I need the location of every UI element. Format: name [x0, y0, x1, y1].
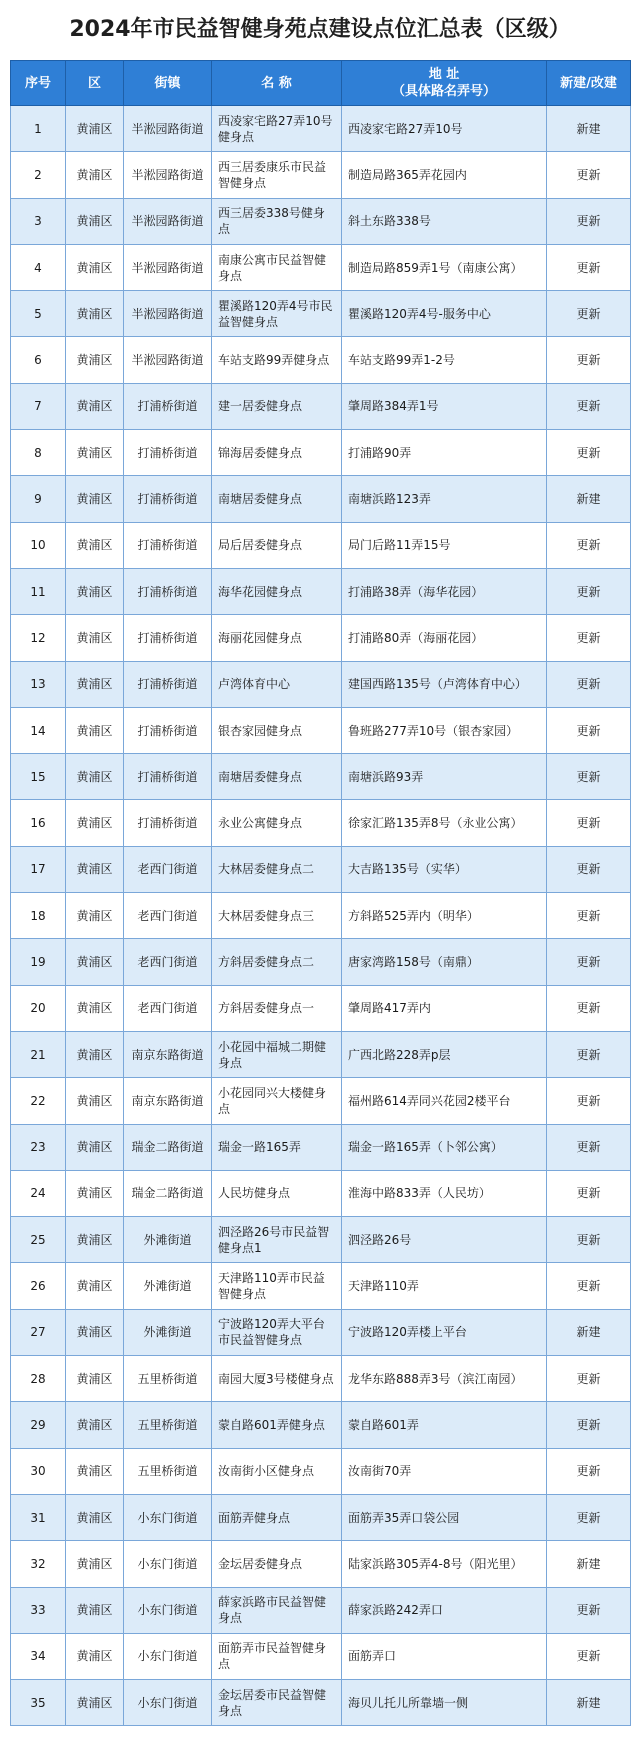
cell-index: 5: [11, 291, 66, 337]
table-row: [11, 1031, 631, 1077]
cell-index: 7: [11, 383, 66, 429]
cell-address: 瑞金一路165弄（卜邻公寓）: [342, 1124, 547, 1170]
cell-address: 建国西路135号（卢湾体育中心）: [342, 661, 547, 707]
cell-district: 黄浦区: [66, 893, 124, 939]
cell-name: 大林居委健身点三: [212, 893, 342, 939]
cell-index: 11: [11, 568, 66, 614]
cell-address: 西凌家宅路27弄10号: [342, 106, 547, 152]
cell-street: 小东门街道: [124, 1541, 212, 1587]
cell-street: 小东门街道: [124, 1680, 212, 1726]
cell-street: 打浦桥街道: [124, 476, 212, 522]
cell-district: 黄浦区: [66, 661, 124, 707]
cell-street: 老西门街道: [124, 846, 212, 892]
cell-name: 人民坊健身点: [212, 1170, 342, 1216]
cell-index: 35: [11, 1680, 66, 1726]
cell-type: 更新: [547, 1494, 631, 1540]
cell-type: 更新: [547, 198, 631, 244]
table-header: [11, 61, 631, 106]
cell-name: 车站支路99弄健身点: [212, 337, 342, 383]
cell-index: 12: [11, 615, 66, 661]
cell-district: 黄浦区: [66, 1448, 124, 1494]
table-row: [11, 291, 631, 337]
cell-index: 10: [11, 522, 66, 568]
cell-district: 黄浦区: [66, 1633, 124, 1679]
cell-district: 黄浦区: [66, 1587, 124, 1633]
cell-index: 26: [11, 1263, 66, 1309]
cell-street: 老西门街道: [124, 893, 212, 939]
cell-district: 黄浦区: [66, 985, 124, 1031]
cell-name: 南塘居委健身点: [212, 754, 342, 800]
cell-name: 西三居委康乐市民益智健身点: [212, 152, 342, 198]
cell-address: 宁波路120弄楼上平台: [342, 1309, 547, 1355]
cell-index: 2: [11, 152, 66, 198]
cell-district: 黄浦区: [66, 430, 124, 476]
cell-address: 打浦路90弄: [342, 430, 547, 476]
table-row: [11, 568, 631, 614]
table-row: [11, 1356, 631, 1402]
table-row: [11, 383, 631, 429]
table-row: [11, 430, 631, 476]
cell-address: 广西北路228弄p层: [342, 1031, 547, 1077]
cell-index: 33: [11, 1587, 66, 1633]
table-row: [11, 1170, 631, 1216]
cell-index: 14: [11, 707, 66, 753]
cell-district: 黄浦区: [66, 522, 124, 568]
cell-type: 更新: [547, 1587, 631, 1633]
cell-type: 更新: [547, 1078, 631, 1124]
cell-district: 黄浦区: [66, 1680, 124, 1726]
cell-address: 大吉路135号（实华）: [342, 846, 547, 892]
table-row: [11, 1402, 631, 1448]
cell-index: 21: [11, 1031, 66, 1077]
cell-name: 永业公寓健身点: [212, 800, 342, 846]
cell-street: 五里桥街道: [124, 1402, 212, 1448]
cell-name: 锦海居委健身点: [212, 430, 342, 476]
cell-address: 南塘浜路93弄: [342, 754, 547, 800]
table-row: [11, 939, 631, 985]
cell-street: 打浦桥街道: [124, 430, 212, 476]
cell-index: 34: [11, 1633, 66, 1679]
cell-type: 更新: [547, 615, 631, 661]
cell-type: 新建: [547, 1541, 631, 1587]
cell-name: 小花园中福城二期健身点: [212, 1031, 342, 1077]
table-row: [11, 707, 631, 753]
cell-district: 黄浦区: [66, 1494, 124, 1540]
cell-address: 唐家湾路158号（南鼎）: [342, 939, 547, 985]
cell-address: 海贝儿托儿所靠墙一侧: [342, 1680, 547, 1726]
cell-name: 面筋弄市民益智健身点: [212, 1633, 342, 1679]
cell-address: 方斜路525弄内（明华）: [342, 893, 547, 939]
cell-name: 银杏家园健身点: [212, 707, 342, 753]
cell-address: 陆家浜路305弄4-8号（阳光里）: [342, 1541, 547, 1587]
header-address-line2: （具体路名弄号）: [391, 84, 496, 99]
cell-street: 打浦桥街道: [124, 615, 212, 661]
cell-district: 黄浦区: [66, 1124, 124, 1170]
table-row: [11, 1309, 631, 1355]
table-row: [11, 1541, 631, 1587]
cell-index: 1: [11, 106, 66, 152]
cell-district: 黄浦区: [66, 939, 124, 985]
cell-street: 半淞园路街道: [124, 198, 212, 244]
cell-type: 更新: [547, 337, 631, 383]
cell-street: 打浦桥街道: [124, 568, 212, 614]
cell-type: 更新: [547, 568, 631, 614]
cell-index: 18: [11, 893, 66, 939]
cell-name: 卢湾体育中心: [212, 661, 342, 707]
cell-address: 南塘浜路123弄: [342, 476, 547, 522]
cell-type: 更新: [547, 661, 631, 707]
cell-type: 更新: [547, 985, 631, 1031]
cell-index: 4: [11, 244, 66, 290]
cell-street: 瑞金二路街道: [124, 1170, 212, 1216]
cell-district: 黄浦区: [66, 1263, 124, 1309]
cell-address: 肇周路384弄1号: [342, 383, 547, 429]
cell-address: 肇周路417弄内: [342, 985, 547, 1031]
cell-type: 更新: [547, 430, 631, 476]
cell-street: 外滩街道: [124, 1263, 212, 1309]
cell-name: 西三居委338号健身点: [212, 198, 342, 244]
cell-index: 27: [11, 1309, 66, 1355]
table-row: [11, 1587, 631, 1633]
cell-address: 打浦路38弄（海华花园）: [342, 568, 547, 614]
cell-type: 更新: [547, 383, 631, 429]
cell-index: 3: [11, 198, 66, 244]
table-row: [11, 754, 631, 800]
cell-district: 黄浦区: [66, 707, 124, 753]
cell-type: 更新: [547, 244, 631, 290]
cell-street: 打浦桥街道: [124, 661, 212, 707]
cell-address: 龙华东路888弄3号（滨江南园）: [342, 1356, 547, 1402]
cell-district: 黄浦区: [66, 1031, 124, 1077]
cell-street: 外滩街道: [124, 1309, 212, 1355]
cell-name: 薛家浜路市民益智健身点: [212, 1587, 342, 1633]
cell-name: 海华花园健身点: [212, 568, 342, 614]
cell-address: 薛家浜路242弄口: [342, 1587, 547, 1633]
table-row: [11, 337, 631, 383]
table-row: [11, 198, 631, 244]
table-row: [11, 1633, 631, 1679]
cell-name: 西凌家宅路27弄10号健身点: [212, 106, 342, 152]
cell-index: 25: [11, 1217, 66, 1263]
cell-street: 老西门街道: [124, 985, 212, 1031]
cell-index: 8: [11, 430, 66, 476]
table-row: [11, 1217, 631, 1263]
cell-type: 新建: [547, 476, 631, 522]
cell-district: 黄浦区: [66, 1541, 124, 1587]
cell-address: 徐家汇路135弄8号（永业公寓）: [342, 800, 547, 846]
header-street: 街镇: [124, 61, 212, 106]
cell-type: 新建: [547, 1309, 631, 1355]
header-name: 名 称: [212, 61, 342, 106]
table-row: [11, 476, 631, 522]
cell-type: 更新: [547, 1356, 631, 1402]
table-wrapper: [0, 60, 640, 1726]
cell-index: 16: [11, 800, 66, 846]
cell-name: 方斜居委健身点二: [212, 939, 342, 985]
cell-address: 面筋弄35弄口袋公园: [342, 1494, 547, 1540]
cell-district: 黄浦区: [66, 291, 124, 337]
cell-index: 29: [11, 1402, 66, 1448]
cell-district: 黄浦区: [66, 198, 124, 244]
cell-name: 面筋弄健身点: [212, 1494, 342, 1540]
header-address-line1: 地 址: [428, 67, 460, 82]
table-row: [11, 244, 631, 290]
cell-district: 黄浦区: [66, 337, 124, 383]
cell-index: 22: [11, 1078, 66, 1124]
cell-index: 6: [11, 337, 66, 383]
table-row: [11, 615, 631, 661]
table-row: [11, 1124, 631, 1170]
cell-address: 斜土东路338号: [342, 198, 547, 244]
table-row: [11, 800, 631, 846]
cell-address: 瞿溪路120弄4号-服务中心: [342, 291, 547, 337]
cell-address: 淮海中路833弄（人民坊）: [342, 1170, 547, 1216]
cell-street: 半淞园路街道: [124, 337, 212, 383]
cell-district: 黄浦区: [66, 476, 124, 522]
header-type: 新建/改建: [547, 61, 631, 106]
cell-index: 19: [11, 939, 66, 985]
cell-street: 瑞金二路街道: [124, 1124, 212, 1170]
cell-index: 15: [11, 754, 66, 800]
cell-address: 福州路614弄同兴花园2楼平台: [342, 1078, 547, 1124]
cell-type: 更新: [547, 893, 631, 939]
summary-table: [10, 60, 631, 1726]
cell-name: 天津路110弄市民益智健身点: [212, 1263, 342, 1309]
cell-street: 外滩街道: [124, 1217, 212, 1263]
cell-name: 大林居委健身点二: [212, 846, 342, 892]
cell-street: 五里桥街道: [124, 1448, 212, 1494]
table-row: [11, 1494, 631, 1540]
table-row: [11, 152, 631, 198]
cell-type: 更新: [547, 291, 631, 337]
cell-name: 建一居委健身点: [212, 383, 342, 429]
cell-district: 黄浦区: [66, 1078, 124, 1124]
cell-district: 黄浦区: [66, 383, 124, 429]
cell-type: 更新: [547, 1448, 631, 1494]
cell-name: 泗泾路26号市民益智健身点1: [212, 1217, 342, 1263]
cell-district: 黄浦区: [66, 1356, 124, 1402]
cell-street: 小东门街道: [124, 1587, 212, 1633]
cell-street: 打浦桥街道: [124, 383, 212, 429]
header-index: 序号: [11, 61, 66, 106]
cell-index: 30: [11, 1448, 66, 1494]
cell-street: 半淞园路街道: [124, 152, 212, 198]
cell-type: 更新: [547, 846, 631, 892]
table-body: [11, 106, 631, 1726]
cell-street: 打浦桥街道: [124, 800, 212, 846]
cell-name: 局后居委健身点: [212, 522, 342, 568]
cell-type: 新建: [547, 106, 631, 152]
cell-district: 黄浦区: [66, 615, 124, 661]
table-row: [11, 1263, 631, 1309]
header-address: [342, 61, 547, 106]
cell-type: 更新: [547, 754, 631, 800]
cell-name: 小花园同兴大楼健身点: [212, 1078, 342, 1124]
cell-name: 方斜居委健身点一: [212, 985, 342, 1031]
cell-street: 小东门街道: [124, 1494, 212, 1540]
cell-district: 黄浦区: [66, 846, 124, 892]
cell-address: 鲁班路277弄10号（银杏家园）: [342, 707, 547, 753]
cell-district: 黄浦区: [66, 1170, 124, 1216]
cell-index: 17: [11, 846, 66, 892]
cell-street: 打浦桥街道: [124, 707, 212, 753]
table-row: [11, 985, 631, 1031]
cell-address: 制造局路859弄1号（南康公寓）: [342, 244, 547, 290]
cell-address: 蒙自路601弄: [342, 1402, 547, 1448]
cell-name: 金坛居委健身点: [212, 1541, 342, 1587]
cell-name: 瑞金一路165弄: [212, 1124, 342, 1170]
cell-street: 半淞园路街道: [124, 106, 212, 152]
cell-address: 打浦路80弄（海丽花园）: [342, 615, 547, 661]
table-row: [11, 106, 631, 152]
cell-type: 新建: [547, 1680, 631, 1726]
cell-street: 打浦桥街道: [124, 522, 212, 568]
header-row: [11, 61, 631, 106]
cell-type: 更新: [547, 1217, 631, 1263]
cell-address: 车站支路99弄1-2号: [342, 337, 547, 383]
page-title: 2024年市民益智健身苑点建设点位汇总表（区级）: [69, 17, 571, 42]
cell-type: 更新: [547, 1633, 631, 1679]
cell-index: 20: [11, 985, 66, 1031]
cell-name: 汝南街小区健身点: [212, 1448, 342, 1494]
table-row: [11, 1680, 631, 1726]
cell-index: 31: [11, 1494, 66, 1540]
table-row: [11, 893, 631, 939]
cell-index: 32: [11, 1541, 66, 1587]
cell-type: 更新: [547, 939, 631, 985]
cell-name: 蒙自路601弄健身点: [212, 1402, 342, 1448]
cell-type: 更新: [547, 1124, 631, 1170]
cell-type: 更新: [547, 1170, 631, 1216]
table-row: [11, 522, 631, 568]
cell-index: 23: [11, 1124, 66, 1170]
cell-index: 24: [11, 1170, 66, 1216]
cell-street: 南京东路街道: [124, 1031, 212, 1077]
cell-street: 打浦桥街道: [124, 754, 212, 800]
cell-address: 面筋弄口: [342, 1633, 547, 1679]
cell-address: 局门后路11弄15号: [342, 522, 547, 568]
cell-street: 半淞园路街道: [124, 291, 212, 337]
cell-type: 更新: [547, 152, 631, 198]
cell-district: 黄浦区: [66, 106, 124, 152]
cell-district: 黄浦区: [66, 244, 124, 290]
cell-address: 制造局路365弄花园内: [342, 152, 547, 198]
cell-name: 南塘居委健身点: [212, 476, 342, 522]
cell-type: 更新: [547, 800, 631, 846]
cell-address: 天津路110弄: [342, 1263, 547, 1309]
cell-street: 老西门街道: [124, 939, 212, 985]
cell-index: 13: [11, 661, 66, 707]
cell-type: 更新: [547, 707, 631, 753]
cell-district: 黄浦区: [66, 1402, 124, 1448]
table-row: [11, 1448, 631, 1494]
table-row: [11, 661, 631, 707]
header-district: 区: [66, 61, 124, 106]
cell-type: 更新: [547, 1402, 631, 1448]
cell-index: 9: [11, 476, 66, 522]
cell-district: 黄浦区: [66, 568, 124, 614]
cell-street: 南京东路街道: [124, 1078, 212, 1124]
cell-name: 海丽花园健身点: [212, 615, 342, 661]
cell-name: 金坛居委市民益智健身点: [212, 1680, 342, 1726]
cell-street: 半淞园路街道: [124, 244, 212, 290]
cell-name: 宁波路120弄大平台市民益智健身点: [212, 1309, 342, 1355]
cell-district: 黄浦区: [66, 152, 124, 198]
cell-name: 南园大厦3号楼健身点: [212, 1356, 342, 1402]
cell-street: 小东门街道: [124, 1633, 212, 1679]
cell-index: 28: [11, 1356, 66, 1402]
table-row: [11, 846, 631, 892]
cell-district: 黄浦区: [66, 754, 124, 800]
cell-street: 五里桥街道: [124, 1356, 212, 1402]
cell-district: 黄浦区: [66, 1309, 124, 1355]
table-row: [11, 1078, 631, 1124]
cell-name: 南康公寓市民益智健身点: [212, 244, 342, 290]
cell-type: 更新: [547, 522, 631, 568]
cell-address: 汝南街70弄: [342, 1448, 547, 1494]
cell-type: 更新: [547, 1263, 631, 1309]
cell-name: 瞿溪路120弄4号市民益智健身点: [212, 291, 342, 337]
cell-district: 黄浦区: [66, 1217, 124, 1263]
cell-district: 黄浦区: [66, 800, 124, 846]
cell-address: 泗泾路26号: [342, 1217, 547, 1263]
cell-type: 更新: [547, 1031, 631, 1077]
